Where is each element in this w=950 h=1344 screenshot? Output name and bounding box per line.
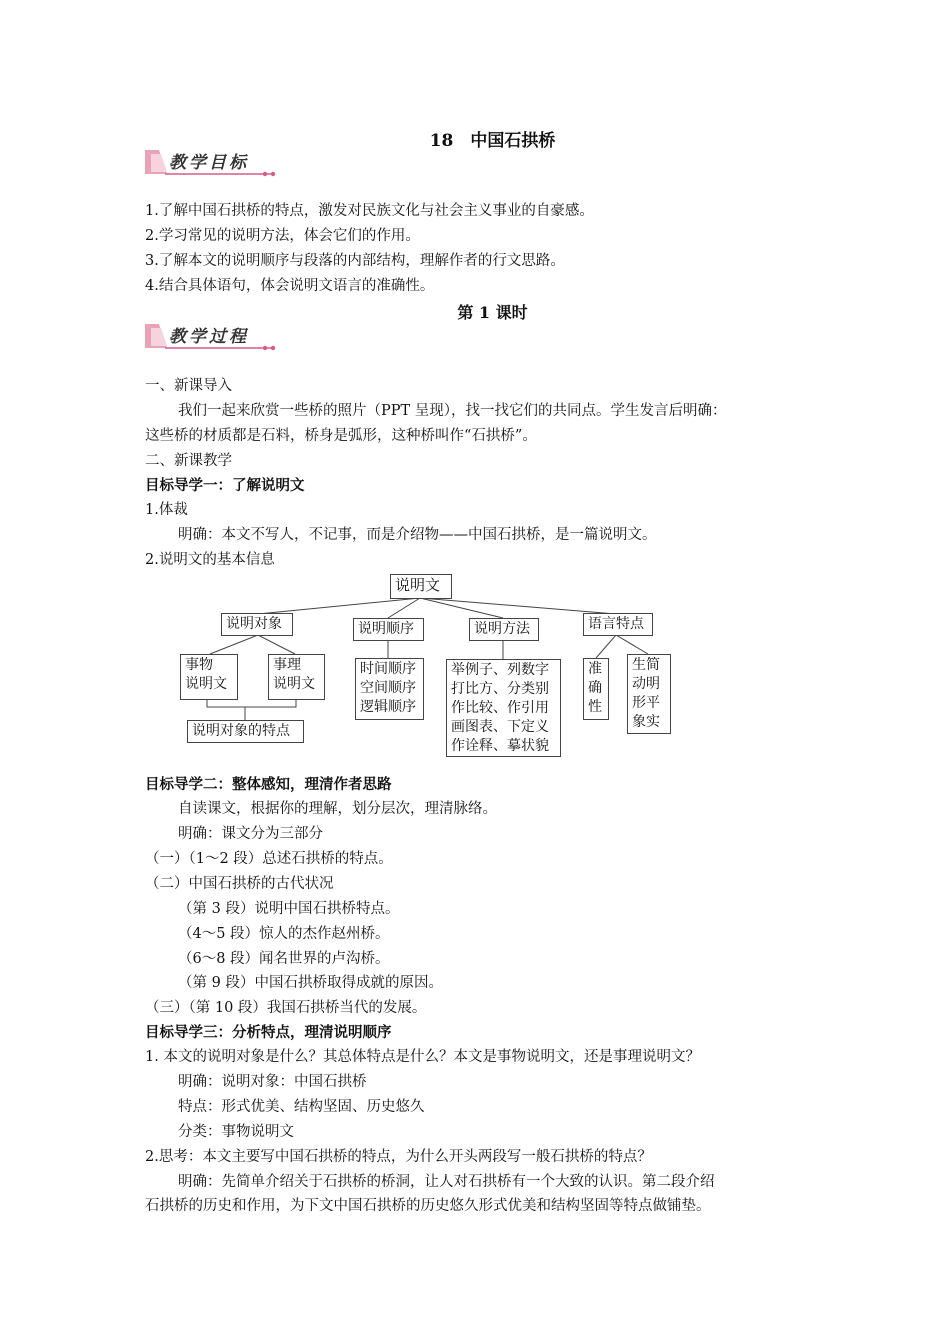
text-line: （三）（第 10 段）我国石拱桥当代的发展。 bbox=[145, 1000, 427, 1016]
diagram-node-reason: 事理 说明文 bbox=[268, 654, 325, 700]
diagram-node-language: 语言特点 bbox=[583, 613, 653, 636]
section-heading-objectives: 教学目标 bbox=[169, 153, 249, 173]
objective-3: 3.了解本文的说明顺序与段落的内部结构，理解作者的行文思路。 bbox=[145, 253, 565, 269]
diagram-node-accurate: 准 确 性 bbox=[583, 658, 609, 720]
text-line: 我们一起来欣赏一些桥的照片（PPT 呈现），找一找它们的共同点。学生发言后明确： bbox=[178, 403, 727, 419]
text-line: 2.思考：本文主要写中国石拱桥的特点，为什么开头两段写一般石拱桥的特点？ bbox=[145, 1149, 652, 1165]
text-line: 石拱桥的历史和作用，为下文中国石拱桥的历史悠久形式优美和结构坚固等特点做铺垫。 bbox=[145, 1198, 711, 1214]
text-line: 2.说明文的基本信息 bbox=[145, 552, 275, 568]
text-line: 明确：课文分为三部分 bbox=[178, 826, 323, 842]
diagram-node-orders: 时间顺序 空间顺序 逻辑顺序 bbox=[355, 658, 424, 720]
text-line: 明确：说明对象：中国石拱桥 bbox=[178, 1074, 367, 1090]
text-line: （4～5 段）惊人的杰作赵州桥。 bbox=[178, 926, 390, 942]
diagram-node-order: 说明顺序 bbox=[353, 618, 424, 641]
text-line: （6～8 段）闻名世界的卢沟桥。 bbox=[178, 951, 390, 967]
objective-1: 1.了解中国石拱桥的特点，激发对民族文化与社会主义事业的自豪感。 bbox=[145, 203, 594, 219]
objective-4: 4.结合具体语句，体会说明文语言的准确性。 bbox=[145, 278, 435, 294]
diagram-node-thing: 事物 说明文 bbox=[180, 654, 238, 700]
diagram-node-methods: 举例子、列数字 打比方、分类别 作比较、作引用 画图表、下定义 作诠释、摹状貌 bbox=[446, 659, 561, 757]
text-line: 一、新课导入 bbox=[145, 378, 232, 394]
section-heading-process: 教学过程 bbox=[169, 327, 249, 347]
text-line: 二、新课教学 bbox=[145, 453, 232, 469]
text-line: 1. 本文的说明对象是什么？其总体特点是什么？本文是事物说明文，还是事理说明文？ bbox=[145, 1049, 700, 1065]
text-line: 特点：形式优美、结构坚固、历史悠久 bbox=[178, 1099, 425, 1115]
text-line: 明确：先简单介绍关于石拱桥的桥洞，让人对石拱桥有一个大致的认识。第二段介绍 bbox=[178, 1174, 715, 1190]
diagram-node-method: 说明方法 bbox=[469, 618, 539, 641]
lesson-heading: 第 1 课时 bbox=[457, 303, 528, 322]
diagram-node-vivid: 生简 动明 形平 象实 bbox=[627, 654, 671, 734]
text-line: （第 9 段）中国石拱桥取得成就的原因。 bbox=[178, 975, 443, 991]
text-line: （一）（1～2 段）总述石拱桥的特点。 bbox=[145, 851, 393, 867]
diagram-root: 说明文 bbox=[390, 574, 452, 599]
text-line: 自读课文，根据你的理解，划分层次，理清脉络。 bbox=[178, 801, 497, 817]
text-line: （二）中国石拱桥的古代状况 bbox=[145, 876, 334, 892]
diagram-node-object: 说明对象 bbox=[221, 613, 293, 636]
objective-2: 2.学习常见的说明方法，体会它们的作用。 bbox=[145, 228, 420, 244]
text-line: 1.体裁 bbox=[145, 502, 188, 518]
text-line: 明确：本文不写人，不记事，而是介绍物——中国石拱桥，是一篇说明文。 bbox=[178, 527, 657, 543]
subheading: 目标导学三：分析特点，理清说明顺序 bbox=[145, 1025, 392, 1041]
text-line: 分类：事物说明文 bbox=[178, 1124, 294, 1140]
diagram-node-feature: 说明对象的特点 bbox=[187, 720, 304, 743]
text-line: 这些桥的材质都是石料，桥身是弧形，这种桥叫作“石拱桥”。 bbox=[145, 428, 537, 444]
subheading: 目标导学一：了解说明文 bbox=[145, 478, 305, 494]
text-line: （第 3 段）说明中国石拱桥特点。 bbox=[178, 901, 400, 917]
page-title: 18 中国石拱桥 bbox=[429, 131, 556, 151]
subheading: 目标导学二：整体感知，理清作者思路 bbox=[145, 777, 392, 793]
